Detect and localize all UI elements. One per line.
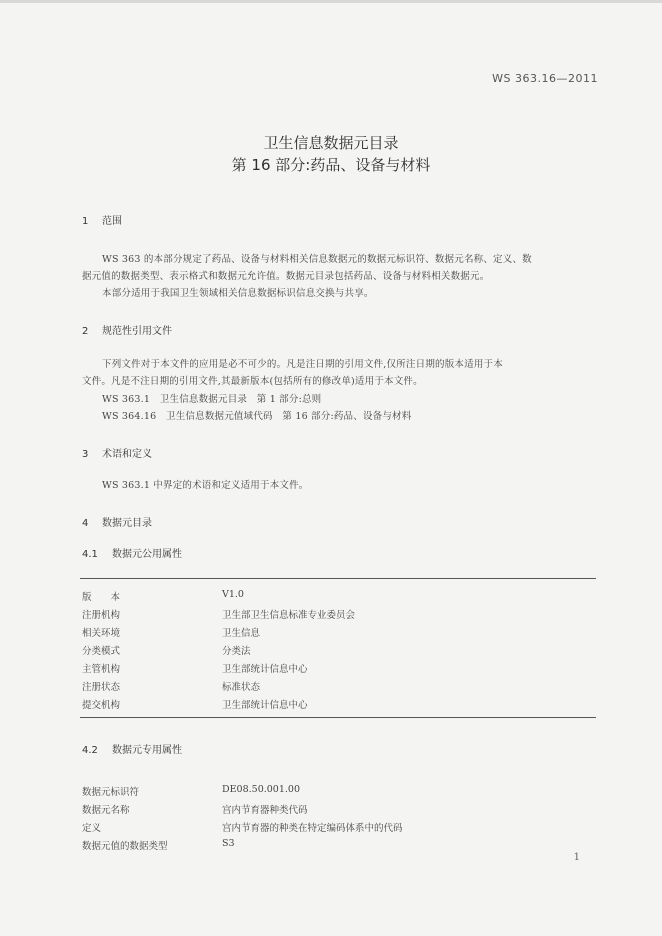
section-number: 1 [82, 216, 89, 227]
table-row-label: 相关环境 [82, 628, 121, 639]
standard-number: WS 363.16—2011 [492, 72, 598, 85]
section-number: 4.1 [82, 549, 98, 560]
paragraph-line: WS 363.1 中界定的术语和定义适用于本文件。 [102, 480, 309, 491]
section-number: 3 [82, 449, 89, 460]
table-top-rule [80, 578, 596, 579]
table-row-value: 宫内节育器种类代码 [222, 805, 308, 816]
section-3-heading [82, 445, 152, 460]
section-title: 术语和定义 [102, 449, 152, 460]
section-title: 规范性引用文件 [102, 326, 172, 337]
page-number: 1 [573, 852, 580, 863]
reference-item: WS 363.1 卫生信息数据元目录 第 1 部分:总则 [102, 394, 322, 405]
table-row-label: 数据元标识符 [82, 787, 140, 798]
section-title: 范围 [102, 216, 122, 227]
section-1-heading [82, 212, 122, 227]
table-row-value: 宫内节育器的种类在特定编码体系中的代码 [222, 823, 403, 834]
reference-item: WS 364.16 卫生信息数据元值域代码 第 16 部分:药品、设备与材料 [102, 411, 412, 422]
table-row-value: 卫生部卫生信息标准专业委员会 [222, 610, 356, 621]
table-row-value: 卫生信息 [222, 628, 261, 639]
table-row-label: 提交机构 [82, 700, 121, 711]
section-number: 2 [82, 326, 89, 337]
table-bottom-rule [80, 717, 596, 718]
section-number: 4.2 [82, 745, 98, 756]
document-title: 卫生信息数据元目录 [263, 134, 399, 152]
table-row-value: 标准状态 [222, 682, 261, 693]
paragraph-line: 下列文件对于本文件的应用是必不可少的。凡是注日期的引用文件,仅所注日期的版本适用于本 [102, 359, 503, 370]
table-row-label: 注册机构 [82, 610, 121, 621]
table-row-value: V1.0 [222, 589, 244, 600]
table-row-label: 主管机构 [82, 664, 121, 675]
table-row-label: 定义 [82, 823, 102, 834]
paragraph-line: WS 363 的本部分规定了药品、设备与材料相关信息数据元的数据元标识符、数据元名称、定义、数 [102, 254, 532, 265]
section-title: 数据元公用属性 [112, 549, 182, 560]
table-row-value: 卫生部统计信息中心 [222, 700, 308, 711]
section-4-2-heading [82, 741, 182, 756]
section-title: 数据元专用属性 [112, 745, 182, 756]
table-row-value: S3 [222, 838, 235, 849]
table-row-value: 卫生部统计信息中心 [222, 664, 308, 675]
paragraph-line: 本部分适用于我国卫生领域相关信息数据标识信息交换与共享。 [102, 288, 374, 299]
document-subtitle: 第 16 部分:药品、设备与材料 [231, 156, 431, 174]
table-row-value: 分类法 [222, 646, 251, 657]
section-title: 数据元目录 [102, 518, 152, 529]
scan-edge [0, 0, 662, 3]
table-row-label: 分类模式 [82, 646, 121, 657]
table-row-label: 注册状态 [82, 682, 121, 693]
table-row-label: 数据元值的数据类型 [82, 841, 168, 852]
table-row-label: 数据元名称 [82, 805, 130, 816]
paragraph-line: 据元值的数据类型、表示格式和数据元允许值。数据元目录包括药品、设备与材料相关数据元。 [82, 271, 490, 282]
table-row-label: 版 本 [82, 592, 121, 603]
section-4-1-heading [82, 545, 182, 560]
section-number: 4 [82, 518, 89, 529]
section-2-heading [82, 322, 172, 337]
paragraph-line: 文件。凡是不注日期的引用文件,其最新版本(包括所有的修改单)适用于本文件。 [82, 376, 423, 387]
table-row-value: DE08.50.001.00 [222, 784, 301, 795]
section-4-heading [82, 514, 152, 529]
